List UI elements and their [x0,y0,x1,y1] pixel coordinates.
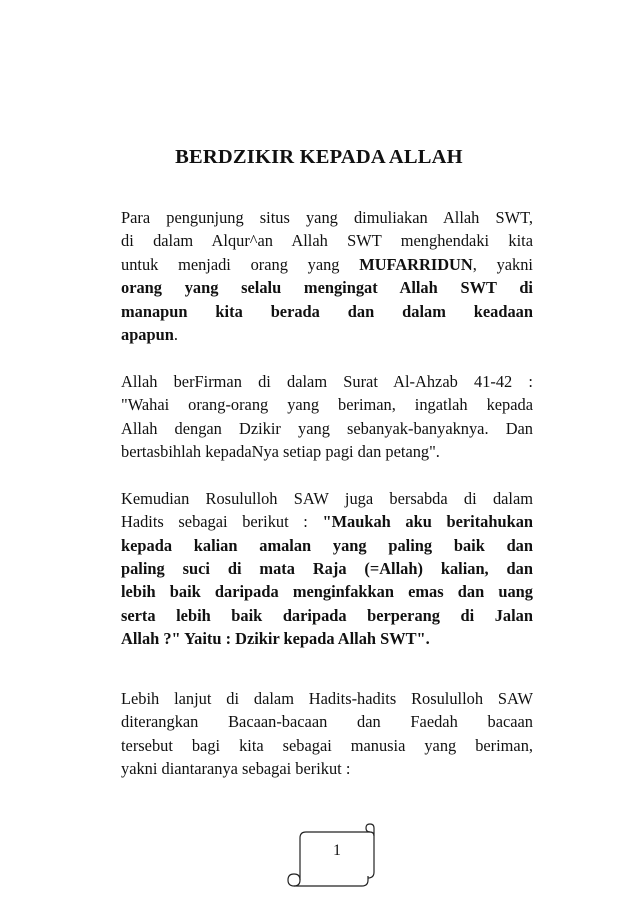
page-title: BERDZIKIR KEPADA ALLAH [175,146,463,168]
text-line: di dalam Alqur^an Allah SWT menghendaki kita [121,231,533,251]
text-line: Kemudian Rosululloh SAW juga bersabda di dalam [121,488,533,508]
bold-run: orang yang selalu mengingat Allah SWT di [121,278,533,298]
text-run: . [173,325,178,345]
text-line: diterangkan Bacaan-bacaan dan Faedah bacaan [121,712,533,732]
bold-text-line [121,580,533,603]
bold-run: Allah ?" Yaitu : Dzikir kepada Allah SWT". [121,629,430,649]
paragraph-lanjut [121,687,533,781]
text-line: Allah dengan Dzikir yang sebanyak-banyaknya. Dan [121,418,533,438]
text-line: Para pengunjung situs yang dimuliakan Allah SWT, [121,208,533,227]
bold-run: apapun [121,325,174,345]
text-line: Lebih lanjut di dalam Hadits-hadits Rosululloh SAW [121,688,533,708]
bold-term: MUFARRIDUN [359,254,473,274]
paragraph-hadits [121,487,533,651]
bold-run: serta lebih baik daripada berperang di Jalan [121,605,533,625]
bold-text-line [121,534,533,557]
document-body [121,206,533,780]
text-line [121,253,533,276]
text-line [121,510,533,533]
text-run: untuk menjadi orang yang [121,254,360,274]
bold-run: kepada kalian amalan yang paling baik dan [121,535,533,555]
text-line: yakni diantaranya sebagai berikut : [121,758,351,778]
text-line: Allah berFirman di dalam Surat Al-Ahzab 41-42 : [121,371,533,391]
text-run: , yakni [472,254,533,274]
bold-text-line [121,276,533,299]
text-line: tersebut bagi kita sebagai manusia yang beriman, [121,735,533,755]
bold-run: manapun kita berada dan dalam keadaan [121,301,533,321]
text-line: bertasbihlah kepadaNya setiap pagi dan petang". [121,442,440,462]
page-number: 1 [333,842,341,859]
bold-text-line [121,557,533,580]
bold-run: lebih baik daripada menginfakkan emas dan uang [121,582,533,602]
bold-run: paling suci di mata Raja (=Allah) kalian, dan [121,559,533,579]
text-run: Hadits sebagai berikut : [121,512,323,532]
bold-text-line [121,627,533,650]
bold-text-line [121,300,533,323]
paragraph-firman [121,370,533,464]
paragraph-intro [121,206,533,346]
bold-run: "Maukah aku beritahukan [322,512,534,532]
text-line: "Wahai orang-orang yang beriman, ingatlah kepada [121,395,533,415]
text-line [121,323,533,346]
bold-text-line [121,604,533,627]
